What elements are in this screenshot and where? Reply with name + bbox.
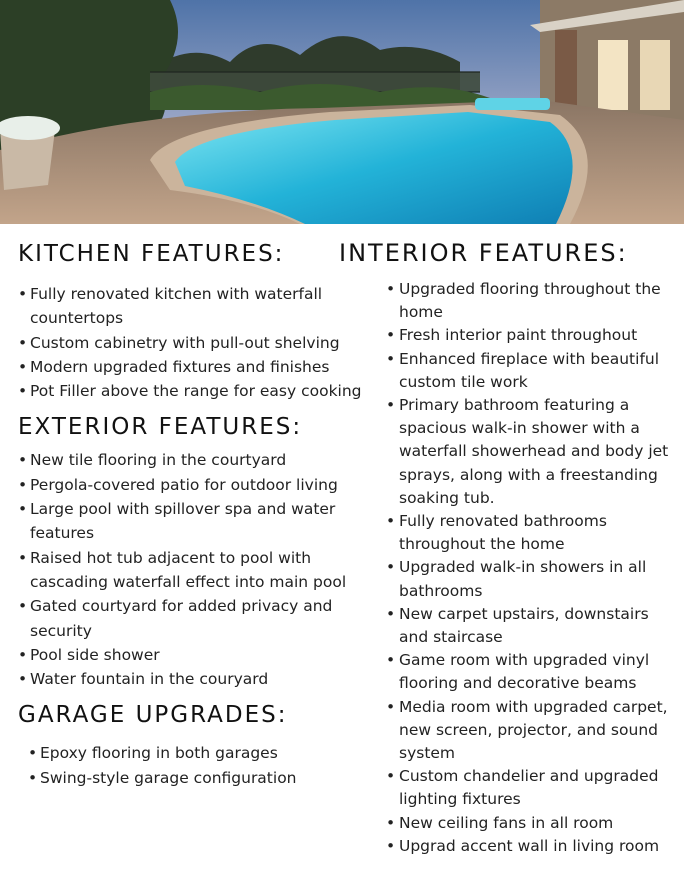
list-item: • Raised hot tub adjacent to pool with cascading waterfall effect into main pool <box>18 546 388 595</box>
list-item: • New carpet upstairs, downstairs and staircase <box>339 603 674 649</box>
list-item: • Fully renovated bathrooms throughout the home <box>339 510 674 556</box>
list-item: • Fully renovated kitchen with waterfall countertops <box>18 282 388 331</box>
interior-heading: INTERIOR FEATURES: <box>339 239 628 267</box>
garage-list <box>18 741 388 790</box>
list-item: • New tile flooring in the courtyard <box>18 448 388 472</box>
spa <box>475 98 550 110</box>
list-item: • Primary bathroom featuring a spacious walk-in shower with a waterfall showerhead and body jet sprays, along with a freestanding soaking tub. <box>339 394 674 510</box>
exterior-list <box>18 448 388 691</box>
lit-door <box>640 40 670 110</box>
list-item: • Pergola-covered patio for outdoor living <box>18 473 388 497</box>
right-column <box>339 236 674 858</box>
list-item: • Upgraded walk-in showers in all bathrooms <box>339 556 674 602</box>
list-item: • Media room with upgraded carpet, new screen, projector, and sound system <box>339 696 674 766</box>
kitchen-list <box>18 282 388 403</box>
list-item: • Upgraded flooring throughout the home <box>339 278 674 324</box>
list-item: • Water fountain in the couryard <box>18 667 388 691</box>
exterior-section <box>18 411 388 691</box>
list-item: • Pot Filler above the range for easy cooking <box>18 379 388 403</box>
interior-list <box>339 278 674 858</box>
list-item: • Pool side shower <box>18 643 388 667</box>
list-item: • Swing-style garage configuration <box>18 766 388 790</box>
list-item: • Modern upgraded fixtures and finishes <box>18 355 388 379</box>
lit-window <box>598 40 628 110</box>
kitchen-heading: KITCHEN FEATURES: <box>18 241 285 267</box>
list-item: • Epoxy flooring in both garages <box>18 741 388 765</box>
list-item: • Large pool with spillover spa and water features <box>18 497 388 546</box>
left-column <box>18 238 388 790</box>
interior-section <box>339 236 674 858</box>
list-item: • New ceiling fans in all room <box>339 812 674 835</box>
list-item: • Gated courtyard for added privacy and security <box>18 594 388 643</box>
garage-section <box>18 699 388 790</box>
pool-photo-illustration <box>0 0 684 224</box>
pool-photo <box>0 0 684 224</box>
list-item: • Custom cabinetry with pull-out shelving <box>18 331 388 355</box>
exterior-heading: EXTERIOR FEATURES: <box>18 414 303 441</box>
list-item: • Custom chandelier and upgraded lighting fixtures <box>339 765 674 811</box>
list-item: • Fresh interior paint throughout <box>339 324 674 347</box>
kitchen-section <box>18 238 388 403</box>
garage-heading: GARAGE UPGRADES: <box>18 702 288 729</box>
list-item: • Game room with upgraded vinyl flooring and decorative beams <box>339 649 674 695</box>
list-item: • Enhanced fireplace with beautiful custom tile work <box>339 348 674 394</box>
list-item: • Upgrad accent wall in living room <box>339 835 674 858</box>
